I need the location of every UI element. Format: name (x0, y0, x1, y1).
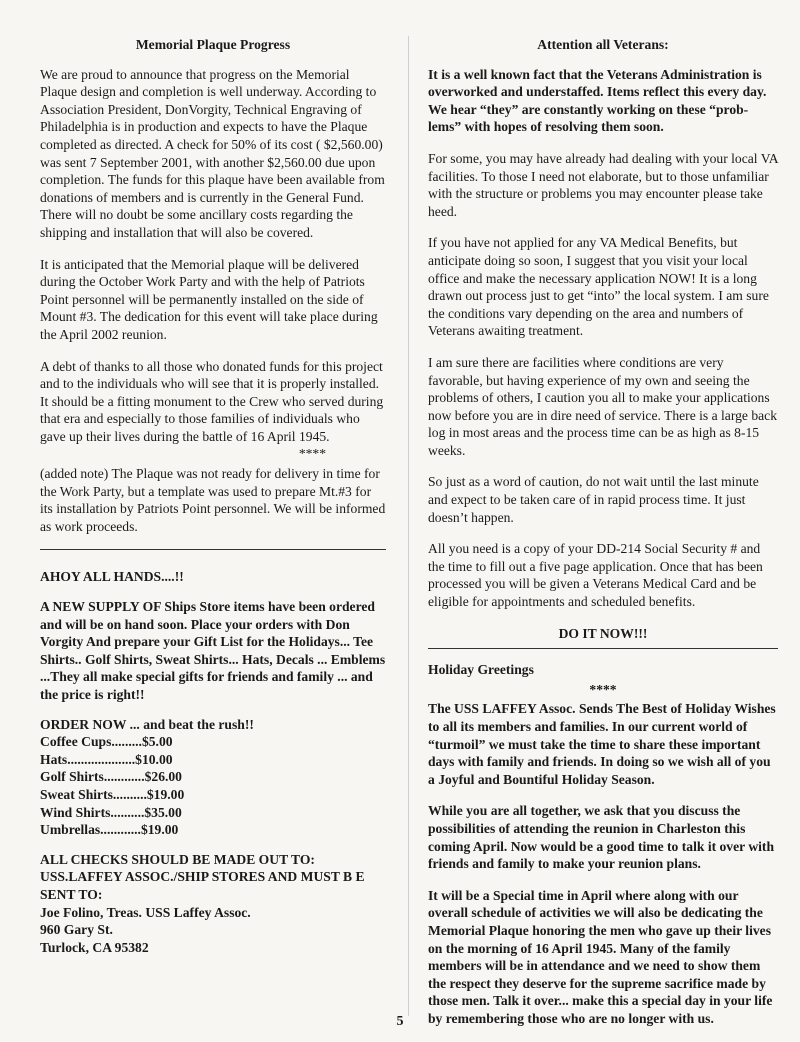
veterans-heading: Attention all Veterans: (537, 37, 669, 52)
holiday-paragraph-1: The USS LAFFEY Assoc. Sends The Best of Holiday Wishes to all its members and families. In our current world of “turmoil” we must take the time to share these important days with family and friends. In doing so we wish all of you a Joyful and Bountiful Holiday Season. (428, 701, 776, 787)
veterans-paragraph-6: All you need is a copy of your DD-214 Social Security # and the time to fill out a five page application. Once that has been processed you will be given a Veterans Medical Card and be eligible for appointments and scheduled benefits. (428, 541, 763, 610)
veterans-paragraph-1: It is a well known fact that the Veterans Administration is overworked and understaffed. Items reflect this every day. We hear “they” are constantly working on these “prob-lems” with hopes of resolving them soon. (428, 66, 767, 135)
ahoy-heading: AHOY ALL HANDS....!! (40, 569, 184, 585)
address-line: 960 Gary St. (40, 922, 113, 938)
price-item: Wind Shirts..........$35.00 (40, 804, 182, 820)
plaque-added-note: (added note) The Plaque was not ready for delivery in time for the Work Party, but a template was used to prepare Mt.#3 for its installation by Patriots Point personnel. We will be informed as work proceeds. (40, 466, 386, 534)
price-item: Sweat Shirts..........$19.00 (40, 786, 185, 802)
page-number: 5 (396, 1014, 404, 1029)
veterans-paragraph-5: So just as a word of caution, do not wait until the last minute and expect to be taken care of in rapid process time. It just doesn’t happen. (428, 474, 759, 525)
veterans-paragraph-2: For some, you may have already had dealing with your local VA facilities. To those I need not elaborate, but to those unfamiliar with the structure or problems you may encounter please take heed. (428, 150, 778, 219)
mailing-address (40, 904, 386, 957)
veterans-paragraph-3: If you have not applied for any VA Medical Benefits, but anticipate doing so soon, I suggest that you visit your local office and make the necessary application NOW! It is a long drawn out process just to get “into” the local system. I am sure the conditions vary depending on the area and numbers of Veterans awaiting treatment. (428, 235, 769, 339)
price-item: Hats....................$10.00 (40, 751, 173, 767)
left-column (40, 0, 386, 956)
plaque-paragraph-2: It is anticipated that the Memorial plaque will be delivered during the October Work Party and with the help of Patriots Point personnel will be permanently installed on the side of Mount #3. The dedication for this event will take place during the April 2002 reunion. (40, 256, 378, 342)
holiday-stars: **** (589, 681, 617, 697)
ships-store-announcement: A NEW SUPPLY OF Ships Store items have been ordered and will be on hand soon. Place your orders with Don Vorgity And prepare your Gift List for the Holidays... Tee Shirts.. Golf Shirts, Sweat Shirts... Hats, Decals ... Emblems ...They all make special gifts for friends and family ... and the price is right!! (40, 599, 386, 702)
holiday-heading: Holiday Greetings (428, 662, 534, 678)
plaque-paragraph-1: We are proud to announce that progress on the Memorial Plaque design and completion is well underway. According to Association President, DonVorgity, Technical Engraving of Philadelphia is in production and expects to have the Plaque completed as directed. A check for 50% of its cost ( $2,560.00) was sent 7 September 2001, with another $2,560.00 due upon completion. The funds for this plaque have been available from donations of members and is currently in the General Fund. There will no doubt be some ancillary costs regarding the shipping and installation that will also be covered. (40, 66, 385, 240)
address-line: Turlock, CA 95382 (40, 939, 149, 955)
price-item: Umbrellas............$19.00 (40, 822, 179, 838)
section-divider (428, 648, 778, 649)
right-column (428, 0, 778, 1042)
ships-store-section (40, 568, 386, 956)
section-divider (40, 549, 386, 550)
checks-instructions: ALL CHECKS SHOULD BE MADE OUT TO: USS.LAFFEY ASSOC./SHIP STORES AND MUST B E SENT TO: (40, 851, 365, 902)
holiday-paragraph-2: While you are all together, we ask that you discuss the possibilities of attending the reunion in Charleston this coming April. Now would be a good time to talk it over with friends and family to make your reunion plans. (428, 803, 775, 872)
veterans-paragraph-4: I am sure there are facilities where conditions are very favorable, but having experience of my own and seeing the problems of others, I caution you all to make your applications now before you are in dire need of service. There is a large back log in most areas and the process time can be as high as 8-15 weeks. (428, 354, 778, 458)
do-it-now-callout: DO IT NOW!!! (558, 625, 648, 641)
column-divider (408, 36, 409, 1016)
price-item: Coffee Cups.........$5.00 (40, 734, 173, 750)
price-item: Golf Shirts............$26.00 (40, 769, 182, 785)
holiday-paragraph-3: It will be a Special time in April where along with our overall schedule of activities we will also be dedicating the Memorial Plaque honoring the men who gave up their lives on the morning of 16 April 1945. Many of the family members will be in attendance and we need to show them the respect they deserve for the supreme sacrifice made by those men. Talk it over... make this a special day in your life by remembering those who are no longer with us. (428, 887, 773, 1026)
plaque-heading: Memorial Plaque Progress (135, 37, 291, 52)
order-now-heading: ORDER NOW ... and beat the rush!! (40, 716, 254, 732)
price-list (40, 733, 386, 839)
address-line: Joe Folino, Treas. USS Laffey Assoc. (40, 904, 251, 920)
plaque-paragraph-3: A debt of thanks to all those who donated funds for this project and to the individuals who will see that it is properly installed. It should be a fitting monument to the Crew who served during that era and especially to those families of individuals who gave up their lives during the battle of 16 April 1945. (40, 358, 384, 444)
section-stars: **** (298, 446, 326, 462)
